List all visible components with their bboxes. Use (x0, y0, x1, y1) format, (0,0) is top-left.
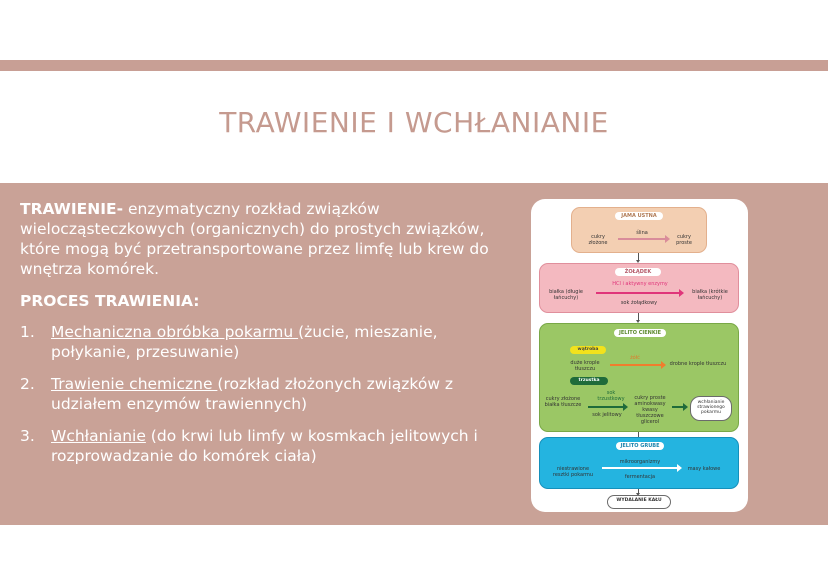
trzustka-pill: trzustka (570, 377, 608, 385)
jelito-grube-label: JELITO GRUBE (616, 442, 664, 450)
small-intestine-outputs: cukry proste aminokwasy kwasy tłuszczowe glicerol (634, 395, 666, 425)
digestion-diagram-card (531, 199, 748, 512)
zoladek-label: ŻOŁĄDEK (615, 268, 661, 276)
list-number: 3. (20, 427, 35, 445)
slide-title: TRAWIENIE I WCHŁANIANIE (219, 106, 609, 139)
jama-agent: ślina (636, 230, 648, 236)
small-drops: drobne krople tłuszczu (669, 361, 727, 367)
grube-from: niestrawione resztki pokarmu (552, 466, 594, 478)
zoladek-agent: HCl i aktywny enzymy (612, 281, 668, 287)
small-intestine-inputs: cukry złożone białka tłuszcze (544, 396, 582, 408)
zolc-label: żółć (630, 355, 640, 361)
list-item (20, 322, 510, 362)
down-arrow-2 (638, 313, 639, 320)
jelito-grube-box (539, 437, 739, 489)
sok-jelitowy: sok jelitowy (592, 412, 622, 418)
step-term: Trawienie chemiczne (51, 375, 218, 393)
process-list (20, 322, 510, 466)
list-item (20, 374, 510, 414)
wydalanie-kalu-oval: WYDALANIE KAŁU (607, 495, 671, 509)
jama-from: cukry złożone (588, 234, 608, 246)
jama-ustna-label: JAMA USTNA (615, 212, 663, 220)
slide-text (20, 199, 510, 478)
jama-ustna-box (571, 207, 707, 253)
step-desc: (żucie, mieszanie, połykanie, przesuwanie) (51, 323, 438, 361)
large-drops: duże krople tłuszczu (570, 360, 600, 372)
definition (20, 199, 510, 279)
grube-sub: fermentacja (624, 474, 656, 480)
jama-arrow (618, 238, 666, 240)
sok-trzustkowy: sok trzustkowy (597, 390, 625, 402)
list-number: 1. (20, 323, 35, 341)
step-desc: (rozkład złożonych związków z udziałem enzymów trawiennych) (51, 375, 454, 413)
zoladek-arrow (596, 292, 680, 294)
small-intestine-arrow (588, 406, 624, 408)
list-number: 2. (20, 375, 35, 393)
jelito-cienkie-label: JELITO CIENKIE (614, 329, 666, 337)
watroba-pill: wątroba (570, 346, 606, 354)
step-term: Mechaniczna obróbka pokarmu (51, 323, 299, 341)
absorption-oval: wchłanianie strawionego pokarmu (690, 396, 732, 421)
jama-to: cukry proste (676, 234, 692, 246)
absorption-arrow (672, 406, 684, 408)
definition-term: TRAWIENIE- (20, 200, 124, 218)
zoladek-box (539, 263, 739, 313)
process-heading: PROCES TRAWIENIA: (20, 292, 200, 310)
down-arrow-1 (638, 253, 639, 260)
jelito-cienkie-box (539, 323, 739, 432)
step-desc: (do krwi lub limfy w kosmkach jelitowych i rozprowadzanie do komórek ciała) (51, 427, 478, 465)
zoladek-to: białka (krótkie łańcuchy) (692, 289, 728, 301)
zoladek-from: białka (długie łańcuchy) (549, 289, 583, 301)
definition-text: enzymatyczny rozkład związków wielocząsteczkowych (organicznych) do prostych związków, które mogą być przetransportowane przez limfę lub krew do wnętrza komórek. (20, 200, 489, 278)
down-arrow-4 (638, 489, 639, 493)
zoladek-sub: sok żołądkowy (620, 300, 658, 306)
grube-to: masy kałowe (687, 466, 721, 472)
list-item (20, 426, 510, 466)
zolc-arrow (610, 364, 662, 366)
top-decorative-bar (0, 60, 828, 71)
grube-arrow (602, 467, 678, 469)
step-term: Wchłanianie (51, 427, 146, 445)
grube-agent: mikroorganizmy (619, 459, 661, 465)
